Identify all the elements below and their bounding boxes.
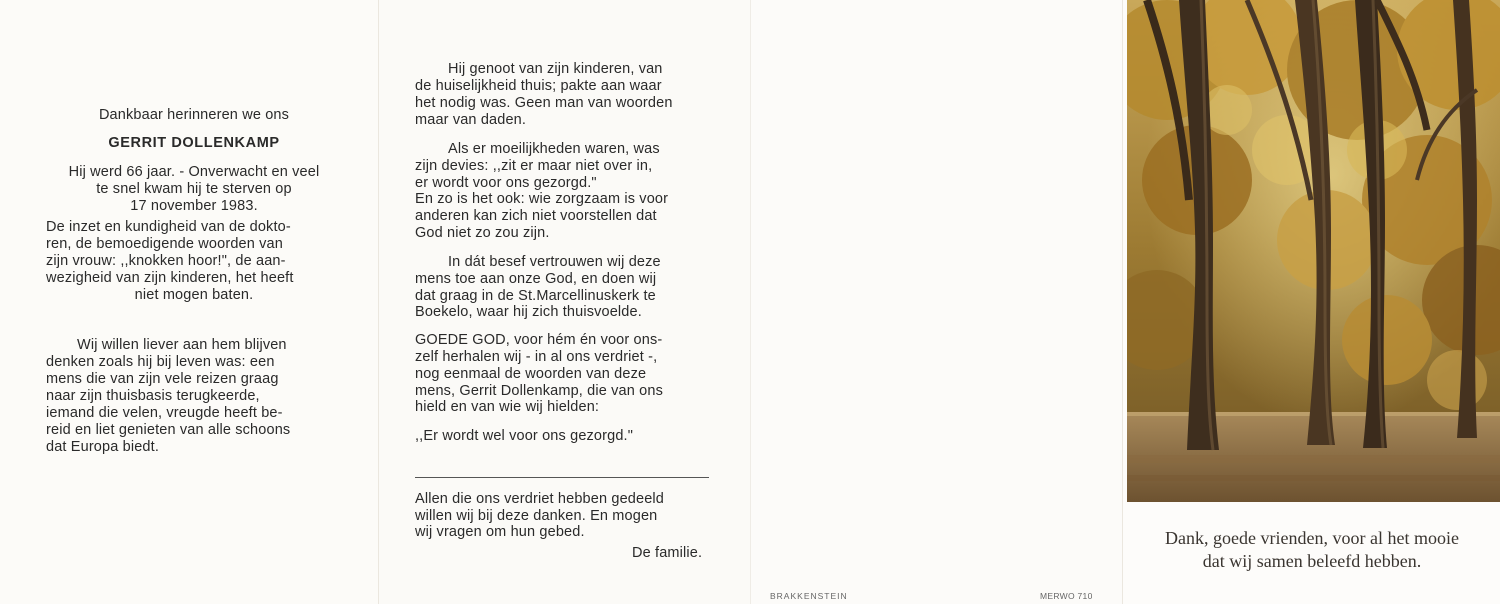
publisher-mark: BRAKKENSTEIN <box>770 591 848 601</box>
divider-line <box>415 477 709 478</box>
card-panel-1: Dankbaar herinneren we ons GERRIT DOLLENKAMP Hij werd 66 jaar. - Onverwacht en veel te snel kwam hij te sterven op 17 november 1983. De inzet en kundigheid van de dokto- ren, de bemoedigende woorden van zijn vrouw: ,,knokken hoor!", de aan- wezigheid van zijn kinderen, het heeft niet mogen baten. Wij willen liever aan hem blijven denken zoals hij bij leven was: een mens die van zijn vele reizen graag naar zijn thuisbasis terugkeerde, iemand die velen, vreugde heeft be- reid en liet genieten van alle schoons dat Europa biedt. <box>0 0 378 604</box>
card-panel-4: Dank, goede vrienden, voor al het mooie dat wij samen beleefd hebben. <box>1122 0 1500 604</box>
closing-quote: ,,Er wordt wel voor ons gezorgd." <box>415 428 634 444</box>
deceased-name: GERRIT DOLLENKAMP <box>108 135 280 151</box>
print-code: MERWO 710 <box>1040 591 1093 601</box>
signature: De familie. <box>632 545 703 561</box>
intro-line: Dankbaar herinneren we ons <box>98 107 290 123</box>
card-panel-3 <box>750 0 1123 604</box>
autumn-forest-photo <box>1127 0 1500 502</box>
card-panel-2: Hij genoot van zijn kinderen, van de huiselijkheid thuis; pakte aan waar het nodig was. Geen man van woorden maar van daden. Als er moeilijkheden waren, was zijn devies: ,,zit er maar niet over in, er wordt voor ons gezorgd." En zo is het ook: wie zorgzaam is voor anderen kan zich niet voorstellen dat God niet zo zou zijn. In dát besef vertrouwen wij deze mens toe aan onze God, en doen wij dat graag in de St.Marcellinuskerk te Boekelo, waar hij zich thuisvoelde. GOEDE GOD, voor hém én voor ons- zelf herhalen wij - in al ons verdriet -, nog eenmaal de woorden van deze mens, Gerrit Dollenkamp, die van ons hield en van wie wij hielden: ,,Er wordt wel voor ons gezorgd." Allen die ons verdriet hebben gedeeld willen wij bij deze danken. En mogen wij vragen om hun gebed. De familie. <box>378 0 751 604</box>
